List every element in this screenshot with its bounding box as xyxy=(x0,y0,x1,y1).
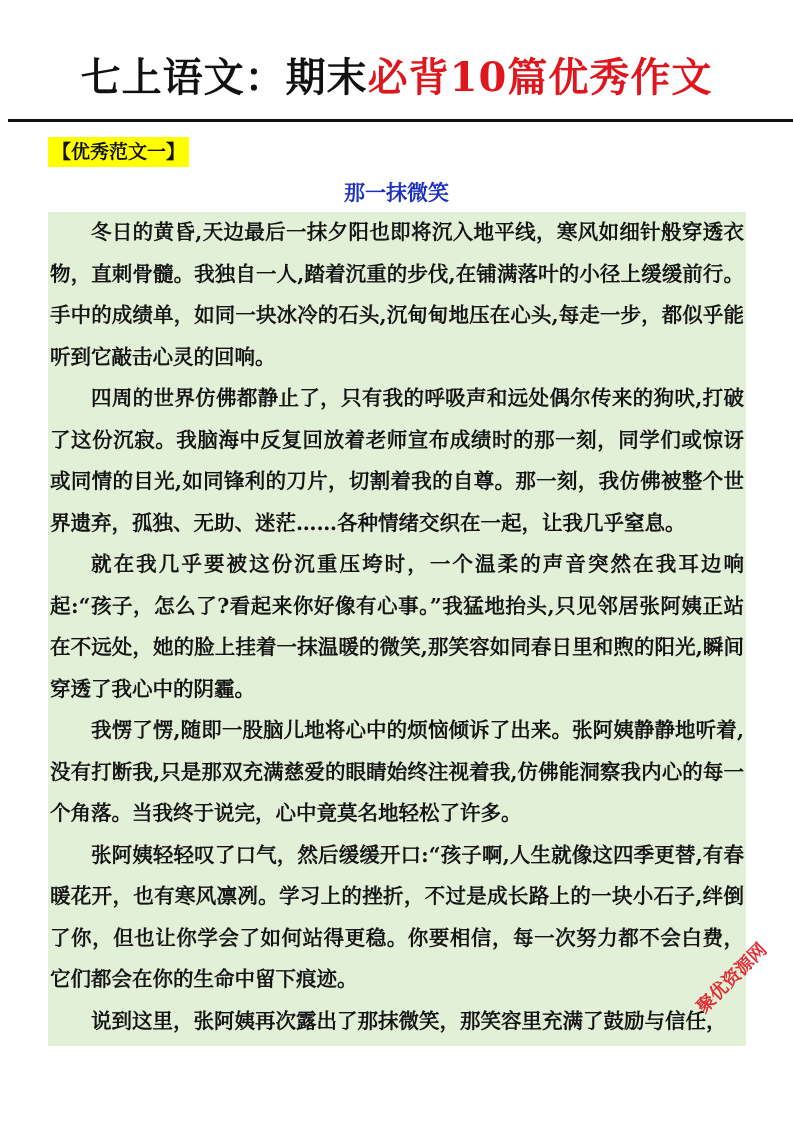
paragraph-2: 四周的世界仿佛都静止了，只有我的呼吸声和远处偶尔传来的狗吠,打破了这份沉寂。我脑海中反复回放着老师宣布成绩时的那一刻，同学们或惊讶或同情的目光,如同锋利的刀片，切割着我的自尊。那一刻，我仿佛被整个世界遗弃，孤独、无助、迷茫……各种情绪交织在一起，让我几乎窒息。 xyxy=(50,386,744,535)
section-tag: 【优秀范文一】 xyxy=(48,137,189,167)
paragraph-3: 就在我几乎要被这份沉重压垮时，一个温柔的声音突然在我耳边响起:“孩子，怎么了?看起来你好像有心事。”我猛地抬头,只见邻居张阿姨正站在不远处，她的脸上挂着一抹温暖的微笑,那笑容如同春日里和煦的阳光,瞬间穿透了我心中的阴霾。 xyxy=(50,552,744,701)
paragraph-5: 张阿姨轻轻叹了口气，然后缓缓开口:“孩子啊,人生就像这四季更替,有春暖花开，也有寒风凛冽。学习上的挫折，不过是成长路上的一块小石子,绊倒了你，但也让你学会了如何站得更稳。你要相信，每一次努力都不会白费，它们都会在你的生命中留下痕迹。 xyxy=(50,842,744,991)
watermark: 聚优资源网 xyxy=(692,939,772,1018)
paragraph-4: 我愣了愣,随即一股脑儿地将心中的烦恼倾诉了出来。张阿姨静静地听着,没有打断我,只是那双充满慈爱的眼睛始终注视着我,仿佛能洞察我内心的每一个角落。当我终于说完，心中竟莫名地轻松了许多。 xyxy=(50,718,744,825)
paragraph-1: 冬日的黄昏,天边最后一抹夕阳也即将沉入地平线，寒风如细针般穿透衣物，直刺骨髓。我独自一人,踏着沉重的步伐,在铺满落叶的小径上缓缓前行。手中的成绩单，如同一块冰冷的石头,沉甸甸地压在心头,每走一步，都似乎能听到它敲击心灵的回响。 xyxy=(50,220,744,369)
page-title-red: 必背10篇优秀作文 xyxy=(367,54,713,101)
page-title xyxy=(0,50,793,106)
essay-title: 那一抹微笑 xyxy=(344,180,449,205)
title-divider xyxy=(8,119,793,122)
page-title-black: 七上语文：期末 xyxy=(80,54,368,101)
paragraph-6: 说到这里，张阿姨再次露出了那抹微笑，那笑容里充满了鼓励与信任， xyxy=(91,1008,727,1033)
essay-body xyxy=(48,212,746,1046)
